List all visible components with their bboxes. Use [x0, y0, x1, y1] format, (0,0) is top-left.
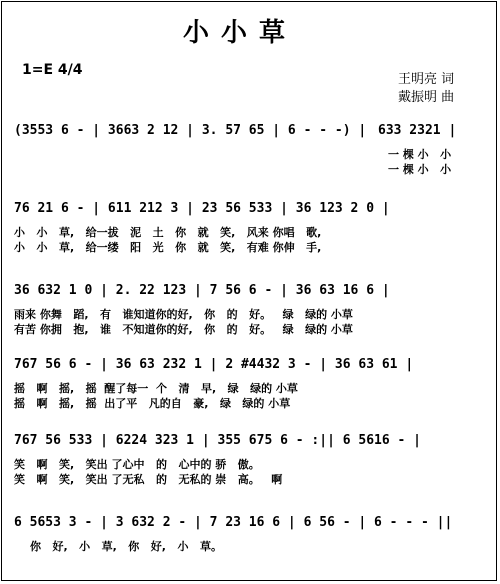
notation-segment: 36 632 1 0 | 2. 22 123 | 7 56 6 - | 36 63 16 6 | [14, 283, 390, 298]
lyric-segment: 笑 啊 笑, 笑出 了心中 的 心中的 骄 傲。 [14, 458, 260, 471]
composer-credit: 戴振明 曲 [398, 90, 455, 105]
lyricist-credit: 王明亮 词 [398, 72, 455, 87]
key-signature: 1=E 4/4 [22, 62, 83, 78]
notation-row [0, 514, 500, 534]
lyric-segment: 有苦 你拥 抱, 谁 不知道你的好, 你 的 好。 绿 绿的 小草 [14, 323, 353, 336]
notation-segment: (3553 6 - | 3663 2 12 | 3. 57 65 | 6 - - -) | [14, 123, 367, 138]
lyric-segment: 摇 啊 摇, 摇 醒了每一 个 清 早, 绿 绿的 小草 [14, 382, 298, 395]
notation-segment: 6 5653 3 - | 3 632 2 - | 7 23 16 6 | 6 56 - | 6 - - - || [14, 515, 453, 530]
notation-row [0, 432, 500, 452]
notation-row [0, 200, 500, 220]
lyric-segment: 雨来 你舞 蹈, 有 谁知道你的好, 你 的 好。 绿 绿的 小草 [14, 308, 353, 321]
lyric-segment: 小 小 草, 给一缕 阳 光 你 就 笑, 有难 你伸 手, [14, 241, 322, 254]
lyric-segment: 你 好, 小 草, 你 好, 小 草。 [30, 540, 222, 553]
lyric-segment: 一 棵 小 小 [388, 163, 452, 176]
notation-row [0, 356, 500, 376]
lyric-segment: 一 棵 小 小 [388, 148, 452, 161]
notation-segment: 767 56 533 | 6224 323 1 | 355 675 6 - :|| 6 5616 - | [14, 433, 421, 448]
notation-segment: 767 56 6 - | 36 63 232 1 | 2 #4432 3 - | 36 63 61 | [14, 357, 414, 372]
notation-row [0, 282, 500, 302]
lyric-segment: 笑 啊 笑, 笑出 了无私 的 无私的 崇 高。 啊 [14, 473, 283, 486]
lyric-segment: 摇 啊 摇, 摇 出了平 凡的自 豪, 绿 绿的 小草 [14, 397, 291, 410]
notation-row [0, 122, 500, 142]
notation-segment: 76 21 6 - | 611 212 3 | 23 56 533 | 36 123 2 0 | [14, 201, 390, 216]
song-title: 小小草 [182, 18, 297, 48]
lyric-segment: 小 小 草, 给一拔 泥 土 你 就 笑, 风来 你唱 歌, [14, 226, 322, 239]
notation-segment: 633 2321 | [378, 123, 457, 138]
